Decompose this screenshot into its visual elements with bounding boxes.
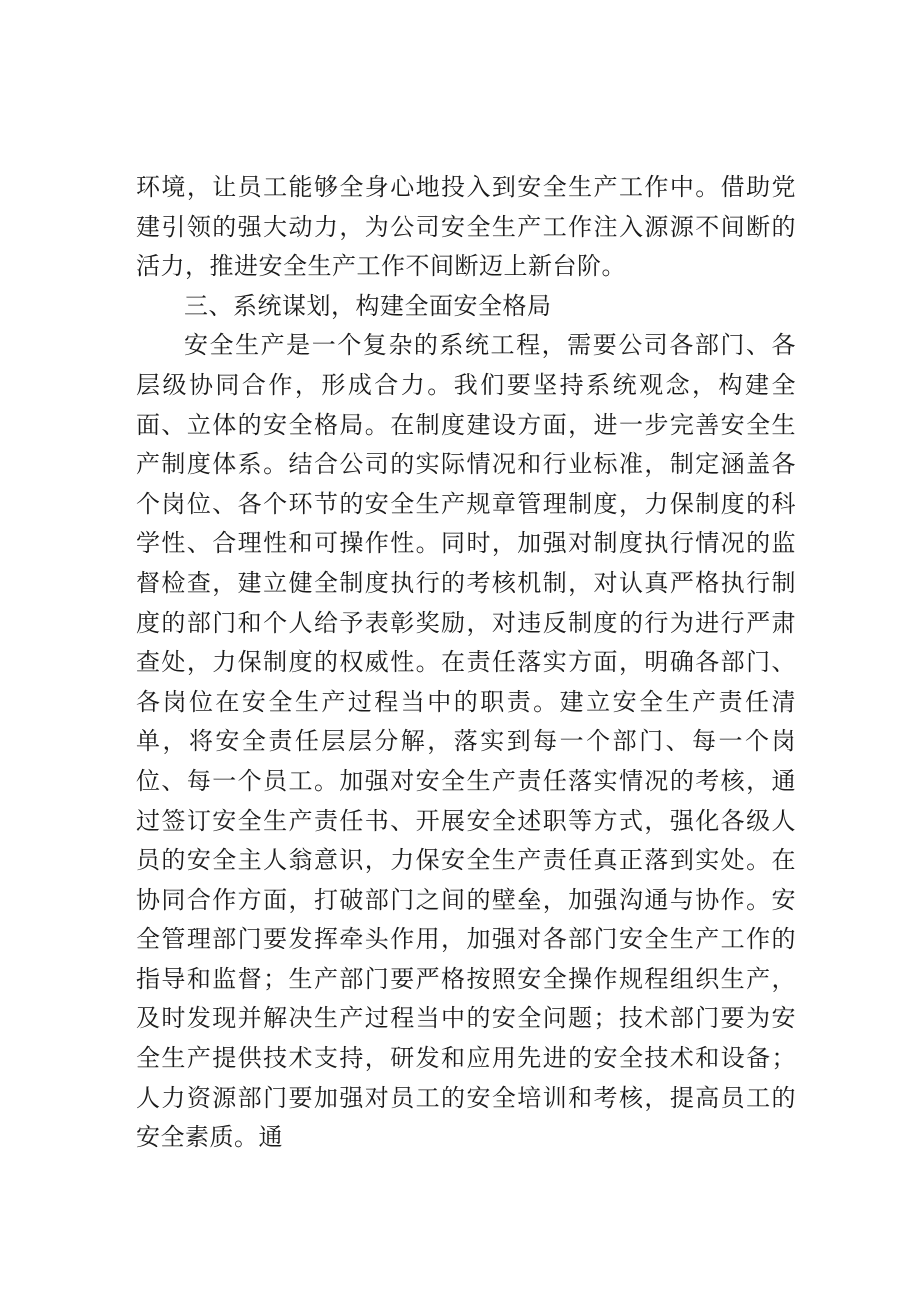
section-heading: 三、系统谋划，构建全面安全格局 bbox=[184, 291, 552, 320]
document-body bbox=[136, 168, 796, 1158]
paragraph-continuation: 环境，让员工能够全身心地投入到安全生产工作中。借助党建引领的强大动力，为公司安全生产工作注入源源不间断的活力，推进安全生产工作不间断迈上新台阶。 bbox=[136, 173, 796, 281]
paragraph-body: 安全生产是一个复杂的系统工程，需要公司各部门、各层级协同合作，形成合力。我们要坚持系统观念，构建全面、立体的安全格局。在制度建设方面，进一步完善安全生产制度体系。结合公司的实际情况和行业标准，制定涵盖各个岗位、各个环节的安全生产规章管理制度，力保制度的科学性、合理性和可操作性。同时，加强对制度执行情况的监督检查，建立健全制度执行的考核机制，对认真严格执行制度的部门和个人给予表彰奖励，对违反制度的行为进行严肃查处，力保制度的权威性。在责任落实方面，明确各部门、各岗位在安全生产过程当中的职责。建立安全生产责任清单，将安全责任层层分解，落实到每一个部门、每一个岗位、每一个员工。加强对安全生产责任落实情况的考核，通过签订安全生产责任书、开展安全述职等方式，强化各级人员的安全主人翁意识，力保安全生产责任真正落到实处。在协同合作方面，打破部门之间的壁垒，加强沟通与协作。安全管理部门要发挥牵头作用，加强对各部门安全生产工作的指导和监督；生产部门要严格按照安全操作规程组织生产，及时发现并解决生产过程当中的安全问题；技术部门要为安全生产提供技术支持，研发和应用先进的安全技术和设备；人力资源部门要加强对员工的安全培训和考核，提高员工的安全素质。通 bbox=[136, 331, 796, 1152]
